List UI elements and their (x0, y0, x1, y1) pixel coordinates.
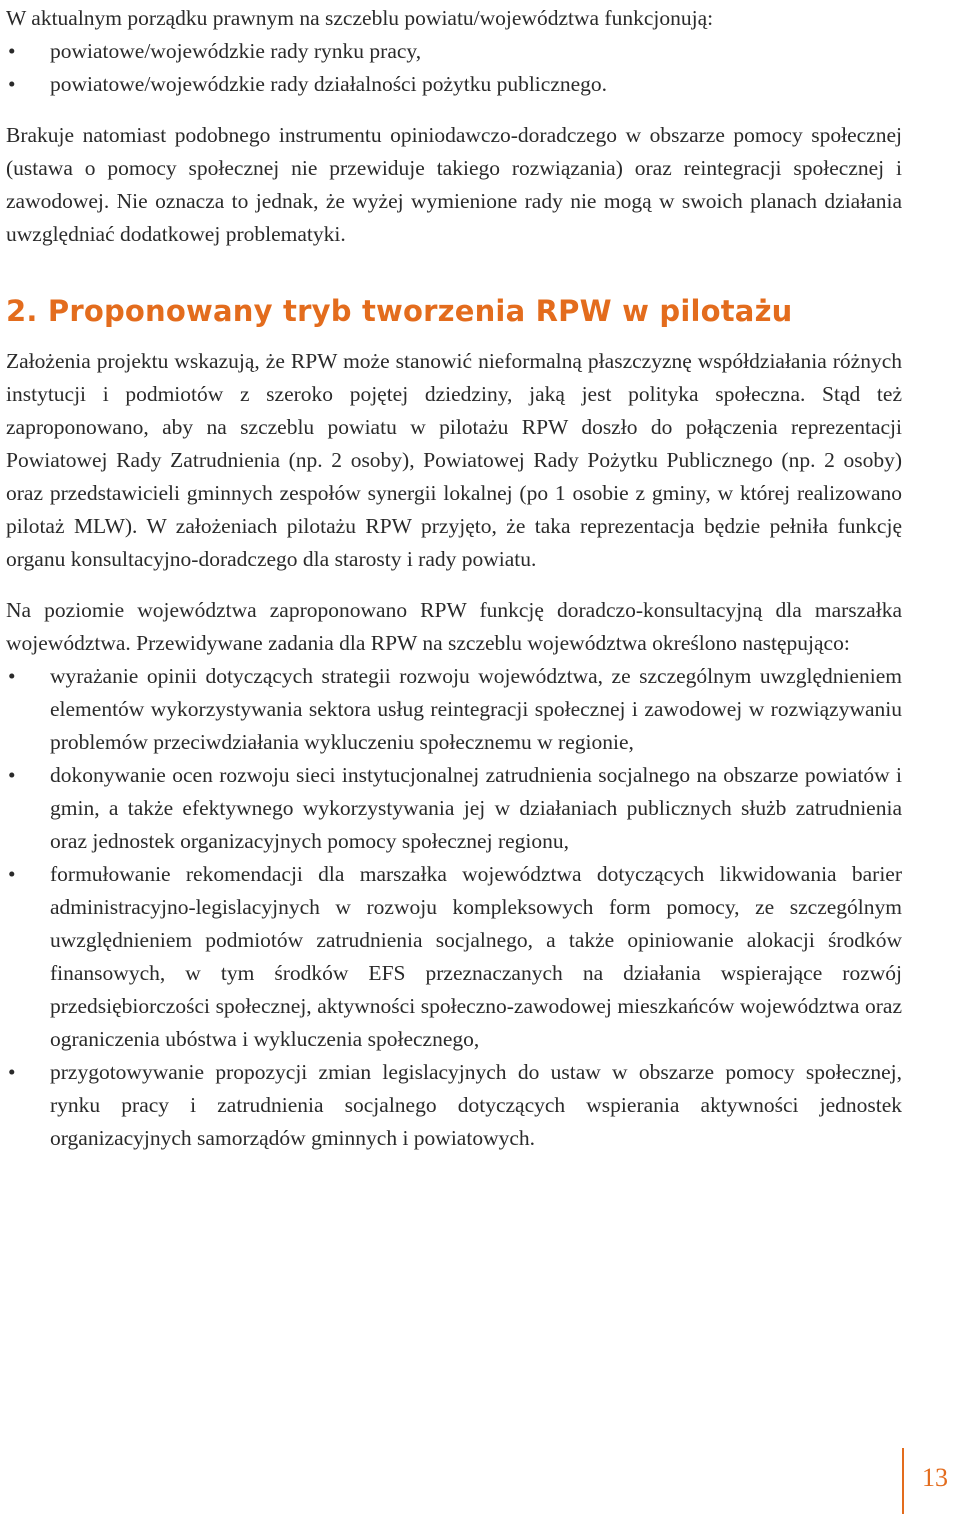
list-item: • powiatowe/wojewódzkie rady działalności pożytku publicznego. (6, 68, 902, 101)
rady-list (6, 35, 902, 101)
intro-block (6, 2, 902, 251)
intro-lead: W aktualnym porządku prawnym na szczeblu powiatu/województwa funkcjonują: (6, 6, 714, 30)
list-item: • powiatowe/wojewódzkie rady rynku pracy, (6, 35, 902, 68)
section-heading: 2. Proponowany tryb tworzenia RPW w pilotażu (6, 294, 793, 328)
tasks-list (6, 660, 902, 1155)
list-item: • dokonywanie ocen rozwoju sieci instytucjonalnej zatrudnienia socjalnego na obszarze powiatów i gmin, a także efektywnego wykorzystywania jej w działaniach publicznych służb zatrudnienia oraz jednostek organizacyjnych pomocy społecznej regionu, (6, 759, 902, 858)
list-item: • przygotowywanie propozycji zmian legislacyjnych do ustaw w obszarze pomocy społecznej, rynku pracy i zatrudnienia socjalnego dotyczących wspierania aktywności jednostek organizacyjnych samorządów gminnych i powiatowych. (6, 1056, 902, 1155)
intro-paragraph: Brakuje natomiast podobnego instrumentu opiniodawczo-doradczego w obszarze pomocy społecznej (ustawa o pomocy społecznej nie przewiduje takiego rozwiązania) oraz reintegracji społecznej i zawodowej. Nie oznacza to jednak, że wyżej wymienione rady nie mogą w swoich planach działania uwzględniać dodatkowej problematyki. (6, 123, 902, 246)
section-paragraph-1: Założenia projektu wskazują, że RPW może stanowić nieformalną płaszczyznę współdziałania różnych instytucji i podmiotów z szeroko pojętej dziedziny, jaką jest polityka społeczna. Stąd też zaproponowano, aby na szczeblu powiatu w pilotażu RPW doszło do połączenia reprezentacji Powiatowej Rady Zatrudnienia (np. 2 osoby), Powiatowej Rady Pożytku Publicznego (np. 2 osoby) oraz przedstawicieli gminnych zespołów synergii lokalnej (po 1 osobie z gminy, w której realizowano pilotaż MLW). W założeniach pilotażu RPW przyjęto, że taka reprezentacja będzie pełniła funkcję organu konsultacyjno-doradczego dla starosty i rady powiatu. (6, 349, 902, 571)
list-item: • formułowanie rekomendacji dla marszałka województwa dotyczących likwidowania barier administracyjno-legislacyjnych w rozwoju kompleksowych form pomocy, ze szczególnym uwzględnieniem podmiotów zatrudnienia socjalnego, a także opiniowanie alokacji środków finansowych, w tym środków EFS przeznaczanych na działania wspierające rozwój przedsiębiorczości społecznej, aktywności społeczno-zawodowej mieszkańców województwa oraz ograniczenia ubóstwa i wykluczenia społecznego, (6, 858, 902, 1056)
page-number: 13 (922, 1463, 948, 1492)
section-paragraph-2: Na poziomie województwa zaproponowano RPW funkcję doradczo-konsultacyjną dla marszałka województwa. Przewidywane zadania dla RPW na szczeblu województwa określono następująco: (6, 598, 902, 655)
document-page (6, 0, 902, 1155)
footer-divider (902, 1448, 904, 1514)
section-body (6, 345, 902, 1155)
list-item: • wyrażanie opinii dotyczących strategii rozwoju województwa, ze szczególnym uwzględnieniem elementów wykorzystywania sektora usług reintegracji społecznej i zawodowej w rozwiązywaniu problemów przeciwdziałania wykluczeniu społecznemu w regionie, (6, 660, 902, 759)
